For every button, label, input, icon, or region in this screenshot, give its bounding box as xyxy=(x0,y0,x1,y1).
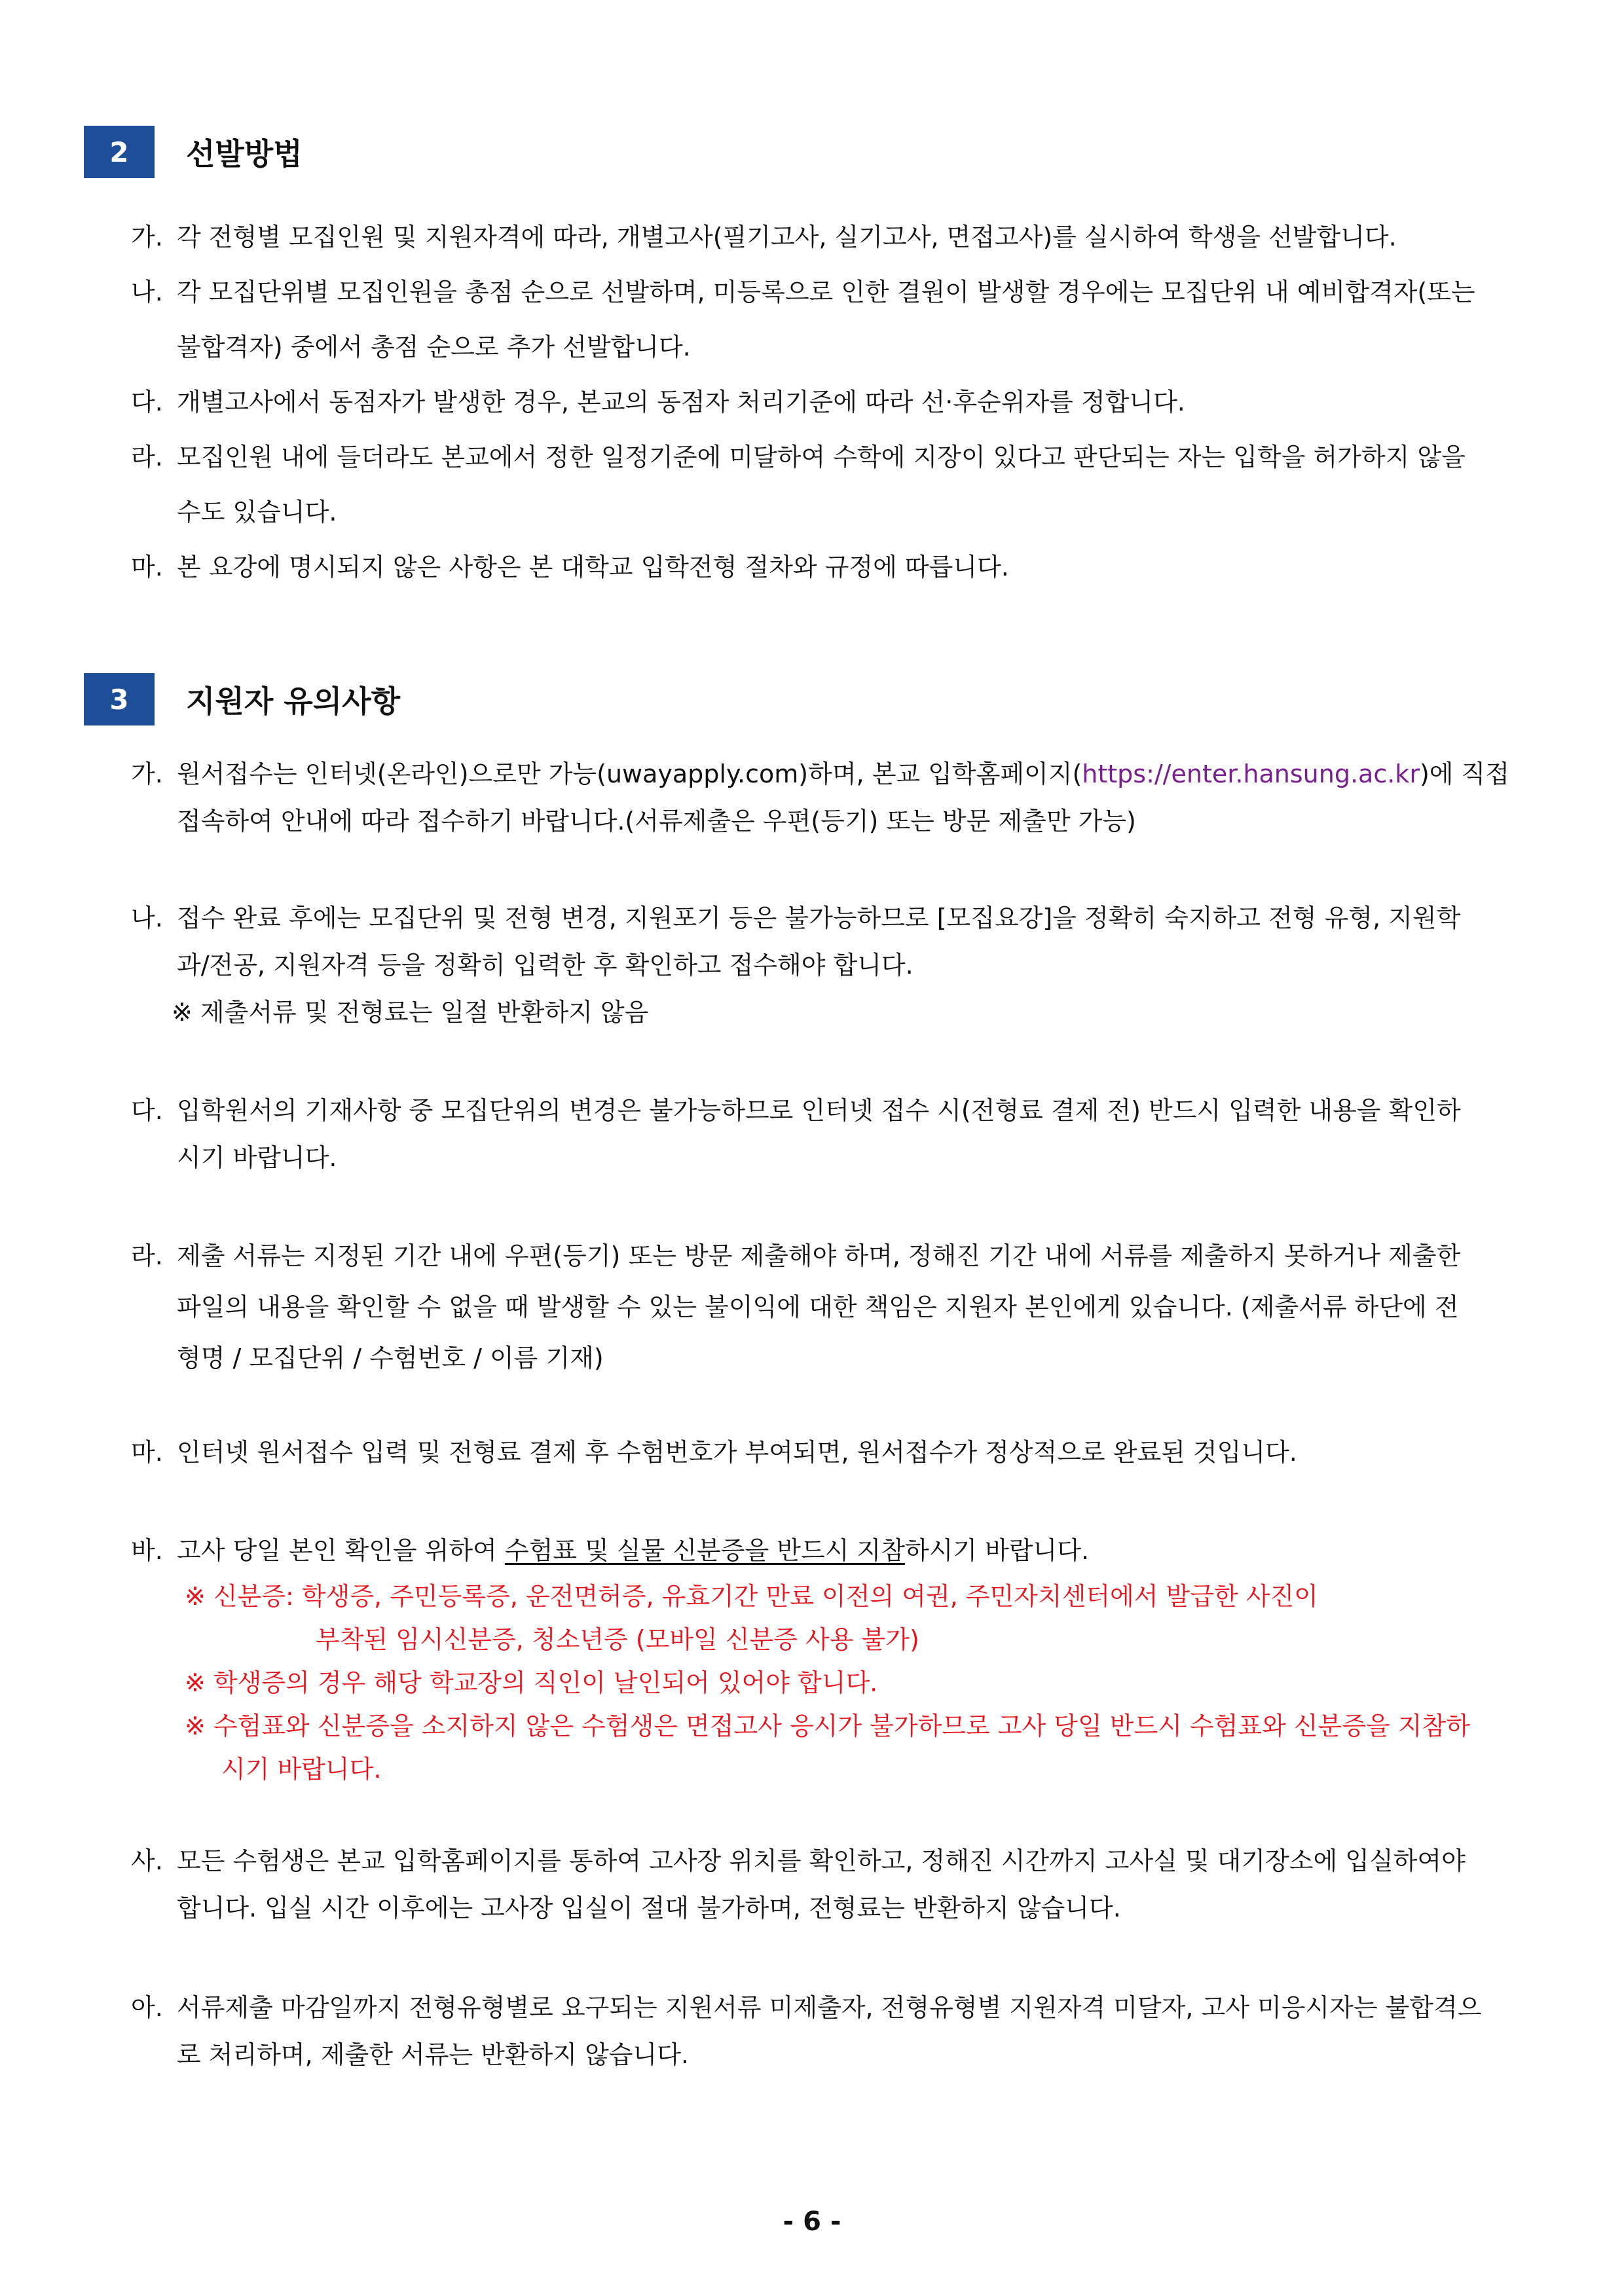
item-marker: 사. xyxy=(131,1846,163,1875)
item-text: 입학원서의 기재사항 중 모집단위의 변경은 불가능하므로 인터넷 접수 시(전형료 결제 전) 반드시 입력한 내용을 확인하 xyxy=(177,1096,1461,1125)
item-continuation: 파일의 내용을 확인할 수 없을 때 발생할 수 있는 불이익에 대한 책임은 지원자 본인에게 있습니다. (제출서류 하단에 전 xyxy=(177,1293,1459,1321)
item-marker: 가. xyxy=(131,223,163,251)
item-continuation: 형명 / 모집단위 / 수험번호 / 이름 기재) xyxy=(177,1344,604,1372)
warning-note: ※ 수험표와 신분증을 소지하지 않은 수험생은 면접고사 응시가 불가하므로 고사 당일 반드시 수험표와 신분증을 지참하 xyxy=(185,1712,1470,1740)
item-text: )에 직접 xyxy=(1419,760,1509,788)
underlined-text: 수험표 및 실물 신분증을 반드시 지참 xyxy=(504,1536,905,1565)
item-marker: 마. xyxy=(131,553,163,581)
section-header xyxy=(84,126,303,178)
item-text: 하시기 바랍니다. xyxy=(904,1536,1090,1565)
warning-note: ※ 신분증: 학생증, 주민등록증, 운전면허증, 유효기간 만료 이전의 여권, 주민자치센터에서 발급한 사진이 xyxy=(185,1582,1318,1611)
item-marker: 바. xyxy=(131,1536,163,1565)
item-marker: 가. xyxy=(131,760,163,788)
list-item xyxy=(131,210,1547,265)
item-text: 모든 수험생은 본교 입학홈페이지를 통하여 고사장 위치를 확인하고, 정해진 시간까지 고사실 및 대기장소에 입실하여야 xyxy=(177,1846,1466,1875)
warning-note: ※ 학생증의 경우 해당 학교장의 직인이 날인되어 있어야 합니다. xyxy=(185,1668,878,1697)
list-item xyxy=(131,265,1547,320)
section-title: 지원자 유의사항 xyxy=(186,684,401,719)
item-marker: 나. xyxy=(131,278,163,306)
item-text: 본 요강에 명시되지 않은 사항은 본 대학교 입학전형 절차와 규정에 따릅니다. xyxy=(177,553,1009,581)
warning-note: 부착된 임시신분증, 청소년증 (모바일 신분증 사용 불가) xyxy=(316,1625,919,1654)
item-marker: 아. xyxy=(131,1993,163,2022)
item-text: 제출 서류는 지정된 기간 내에 우편(등기) 또는 방문 제출해야 하며, 정해진 기간 내에 서류를 제출하지 못하거나 제출한 xyxy=(177,1241,1461,1270)
list-item xyxy=(131,430,1547,485)
item-text: 개별고사에서 동점자가 발생한 경우, 본교의 동점자 처리기준에 따라 선·후순위자를 정합니다. xyxy=(177,388,1185,416)
item-text: 원서접수는 인터넷(온라인)으로만 가능(uwayapply.com)하며, 본교 입학홈페이지( xyxy=(177,760,1082,788)
note-text: ※ 제출서류 및 전형료는 일절 반환하지 않음 xyxy=(172,998,649,1027)
section-header xyxy=(84,673,400,725)
item-text: 모집인원 내에 들더라도 본교에서 정한 일정기준에 미달하여 수학에 지장이 있다고 판단되는 자는 입학을 허가하지 않을 xyxy=(177,443,1466,471)
item-text: 각 모집단위별 모집인원을 총점 순으로 선발하며, 미등록으로 인한 결원이 발생할 경우에는 모집단위 내 예비합격자(또는 xyxy=(177,278,1475,306)
item-continuation: 합니다. 입실 시간 이후에는 고사장 입실이 절대 불가하며, 전형료는 반환하지 않습니다. xyxy=(177,1894,1121,1922)
section-title: 선발방법 xyxy=(186,136,303,172)
item-text: 인터넷 원서접수 입력 및 전형료 결제 후 수험번호가 부여되면, 원서접수가 정상적으로 완료된 것입니다. xyxy=(177,1438,1297,1467)
list-item xyxy=(131,375,1547,430)
item-marker: 나. xyxy=(131,904,163,932)
list-item xyxy=(131,540,1547,595)
item-continuation: 접속하여 안내에 따라 접수하기 바랍니다.(서류제출은 우편(등기) 또는 방문 제출만 가능) xyxy=(177,807,1136,835)
homepage-link[interactable]: https://enter.hansung.ac.kr xyxy=(1082,760,1420,788)
item-continuation: 불합격자) 중에서 총점 순으로 추가 선발합니다. xyxy=(177,333,691,361)
item-marker: 마. xyxy=(131,1438,163,1467)
item-text: 접수 완료 후에는 모집단위 및 전형 변경, 지원포기 등은 불가능하므로 [모집요강]을 정확히 숙지하고 전형 유형, 지원학 xyxy=(177,904,1461,932)
item-text: 각 전형별 모집인원 및 지원자격에 따라, 개별고사(필기고사, 실기고사, 면접고사)를 실시하여 학생을 선발합니다. xyxy=(177,223,1397,251)
section-number-badge: 3 xyxy=(84,673,155,725)
item-continuation: 시기 바랍니다. xyxy=(177,1143,337,1172)
item-continuation: 수도 있습니다. xyxy=(177,498,337,526)
page-number: - 6 - xyxy=(783,2207,841,2237)
item-marker: 다. xyxy=(131,388,163,416)
list-item xyxy=(131,1083,1547,1138)
item-marker: 라. xyxy=(131,443,163,471)
item-continuation: 과/전공, 지원자격 등을 정확히 입력한 후 확인하고 접수해야 합니다. xyxy=(177,951,913,980)
item-text: 서류제출 마감일까지 전형유형별로 요구되는 지원서류 미제출자, 전형유형별 지원자격 미달자, 고사 미응시자는 불합격으 xyxy=(177,1993,1482,2022)
item-marker: 다. xyxy=(131,1096,163,1125)
item-text: 고사 당일 본인 확인을 위하여 xyxy=(177,1536,505,1565)
section-number-badge: 2 xyxy=(84,126,155,178)
warning-note: 시기 바랍니다. xyxy=(221,1755,382,1784)
list-item xyxy=(131,1228,1547,1283)
list-item xyxy=(131,1425,1547,1480)
item-continuation: 로 처리하며, 제출한 서류는 반환하지 않습니다. xyxy=(177,2040,690,2069)
item-marker: 라. xyxy=(131,1241,163,1270)
